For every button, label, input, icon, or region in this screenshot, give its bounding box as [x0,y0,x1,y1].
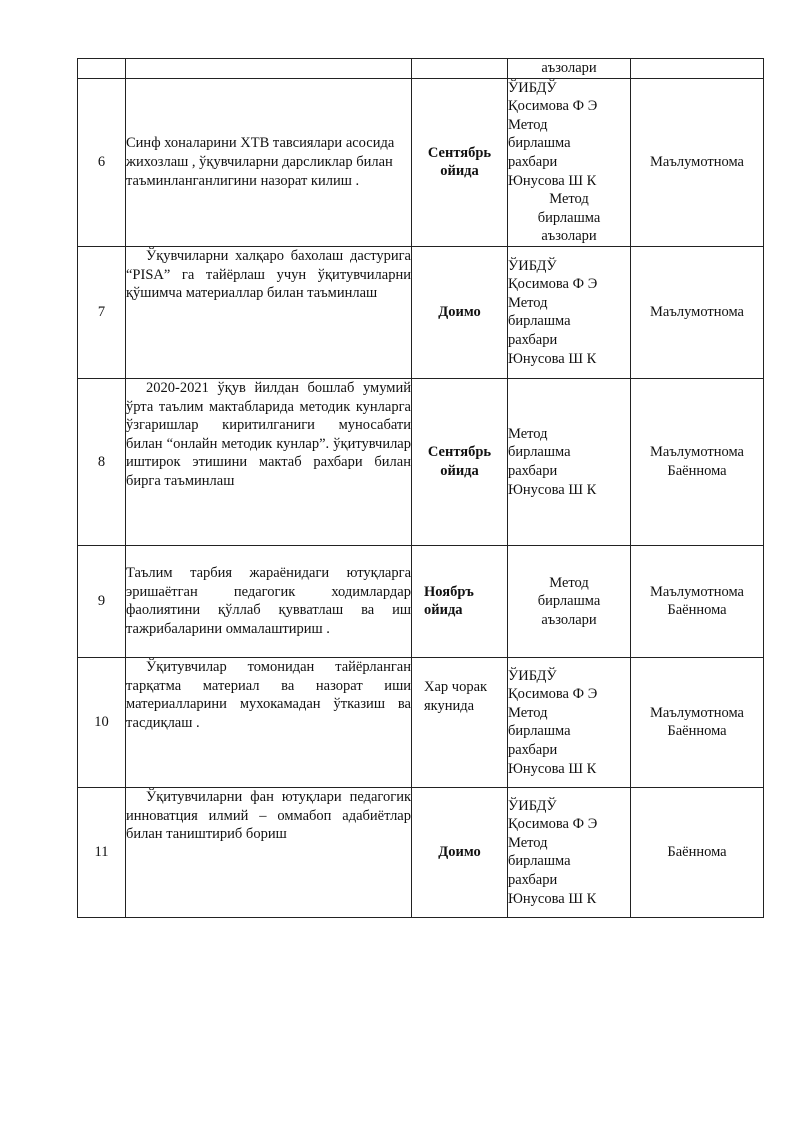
responsible-cell [508,378,631,545]
result-line: Баённома [667,602,727,619]
responsible-line: Юнусова Ш К [508,890,597,907]
task-text: Ўқитувчилар томонидан тайёрланган тарқатма материал ва назорат иши материалларини мухокамадан ўтказиш ва тасдиқлаш . [126,658,411,731]
responsible-cell [508,78,631,246]
term-cell: Доимо [412,787,508,917]
task-text: Синф хоналарини ХТВ тавсиялари асосида жихозлаш , ўқувчиларни дарсликлар билан таъминланганлигини назорат килиш . [126,135,395,189]
term-cell: Сентябрь ойида [412,78,508,246]
table-row [78,378,764,545]
responsible-line: Метод [508,834,548,851]
responsible-line: бирлашма [508,853,571,870]
table-row [78,59,764,79]
responsible-line: Қосимова Ф Э [508,98,598,115]
row-number-cell: 9 [78,545,126,657]
responsible-line: бирлашма [508,135,571,152]
responsible-cell [508,246,631,378]
result-line: Маълумотнома [650,444,744,461]
task-cell [126,378,412,545]
responsible-line: рахбари [508,153,558,170]
responsible-line: Юнусова Ш К [508,172,597,189]
responsible-line: ЎИБДЎ [508,257,557,274]
term-cell: Доимо [412,246,508,378]
table-row [78,246,764,378]
responsible-line: Метод [508,704,548,721]
responsible-line: Метод [508,116,548,133]
term-cell: Сентябрь ойида [412,378,508,545]
result-cell [631,378,764,545]
result-line: Баённома [667,723,727,740]
row-number-cell: 10 [78,657,126,787]
row-number-cell [78,59,126,79]
responsible-line: ЎИБДЎ [508,667,557,684]
responsible-line: рахбари [508,332,558,349]
plan-table [77,58,764,918]
task-text: 2020-2021 ўқув йилдан бошлаб умумий ўрта таълим мактабларида методик кунларга ўзгаришлар киритилганиги муносабати билан “онлайн методик кунлар”. ўқитувчилар иштирок этишини мактаб рахбари билан бирга таъминлаш [126,379,411,489]
responsible-line: бирлашма [537,593,601,610]
table-row [78,78,764,246]
responsible-line: Қосимова Ф Э [508,276,598,293]
task-cell [126,657,412,787]
responsible-line: Метод [508,294,548,311]
task-cell [126,787,412,917]
row-number-cell: 11 [78,787,126,917]
responsible-cell [508,657,631,787]
result-line: Маълумотнома [650,704,744,721]
responsible-line: аъзолари [541,228,597,245]
responsible-line: Юнусова Ш К [508,350,597,367]
row-number-cell: 6 [78,78,126,246]
result-cell [631,787,764,917]
responsible-cell: аъзолари [508,59,631,79]
result-cell [631,59,764,79]
responsible-line: ЎИБДЎ [508,797,557,814]
result-line: Маълумотнома [650,153,744,170]
table-row [78,545,764,657]
responsible-cell [508,545,631,657]
responsible-line: Қосимова Ф Э [508,686,598,703]
responsible-line: рахбари [508,462,558,479]
task-text: Таълим тарбия жараёнидаги ютуқларга эришаётган педагогик ходимлардар фаолиятини қўллаб қувватлаш ва иш тажрибаларини оммалаштириш . [126,565,411,638]
result-line: Маълумотнома [650,304,744,321]
row-number-cell: 8 [78,378,126,545]
result-cell [631,78,764,246]
responsible-line: рахбари [508,872,558,889]
responsible-cell [508,787,631,917]
responsible-line: Қосимова Ф Э [508,816,598,833]
responsible-line: бирлашма [508,313,571,330]
task-text: Ўқитувчиларни фан ютуқлари педагогик инноватция илмий – оммабоп адабиётлар билан таништириб бориш [126,788,411,843]
table-row [78,657,764,787]
responsible-line: бирлашма [508,444,571,461]
responsible-line: Юнусова Ш К [508,760,597,777]
task-text: Ўқувчиларни халқаро бахолаш дастурига “PISA” га тайёрлаш учун ўқитувчиларни қўшимча материаллар билан таъминлаш [126,247,411,302]
responsible-line: ЎИБДЎ [508,79,557,96]
result-line: Баённома [667,844,727,861]
task-cell [126,545,412,657]
term-cell: Ноябръ ойида [412,545,508,657]
term-cell: Хар чорак якунида [412,657,508,787]
row-number-cell: 7 [78,246,126,378]
task-cell [126,59,412,79]
task-cell [126,246,412,378]
responsible-line: Метод [508,425,548,442]
table-row [78,787,764,917]
responsible-line: бирлашма [537,209,601,226]
result-line: Баённома [667,462,727,479]
responsible-line: Юнусова Ш К [508,481,597,498]
responsible-line: Метод [549,574,589,591]
responsible-line: бирлашма [508,723,571,740]
result-cell [631,657,764,787]
responsible-line: Метод [549,191,589,208]
responsible-line: рахбари [508,742,558,759]
term-cell [412,59,508,79]
result-cell [631,545,764,657]
result-line: Маълумотнома [650,583,744,600]
result-cell [631,246,764,378]
responsible-line: аъзолари [541,611,597,628]
task-cell [126,78,412,246]
